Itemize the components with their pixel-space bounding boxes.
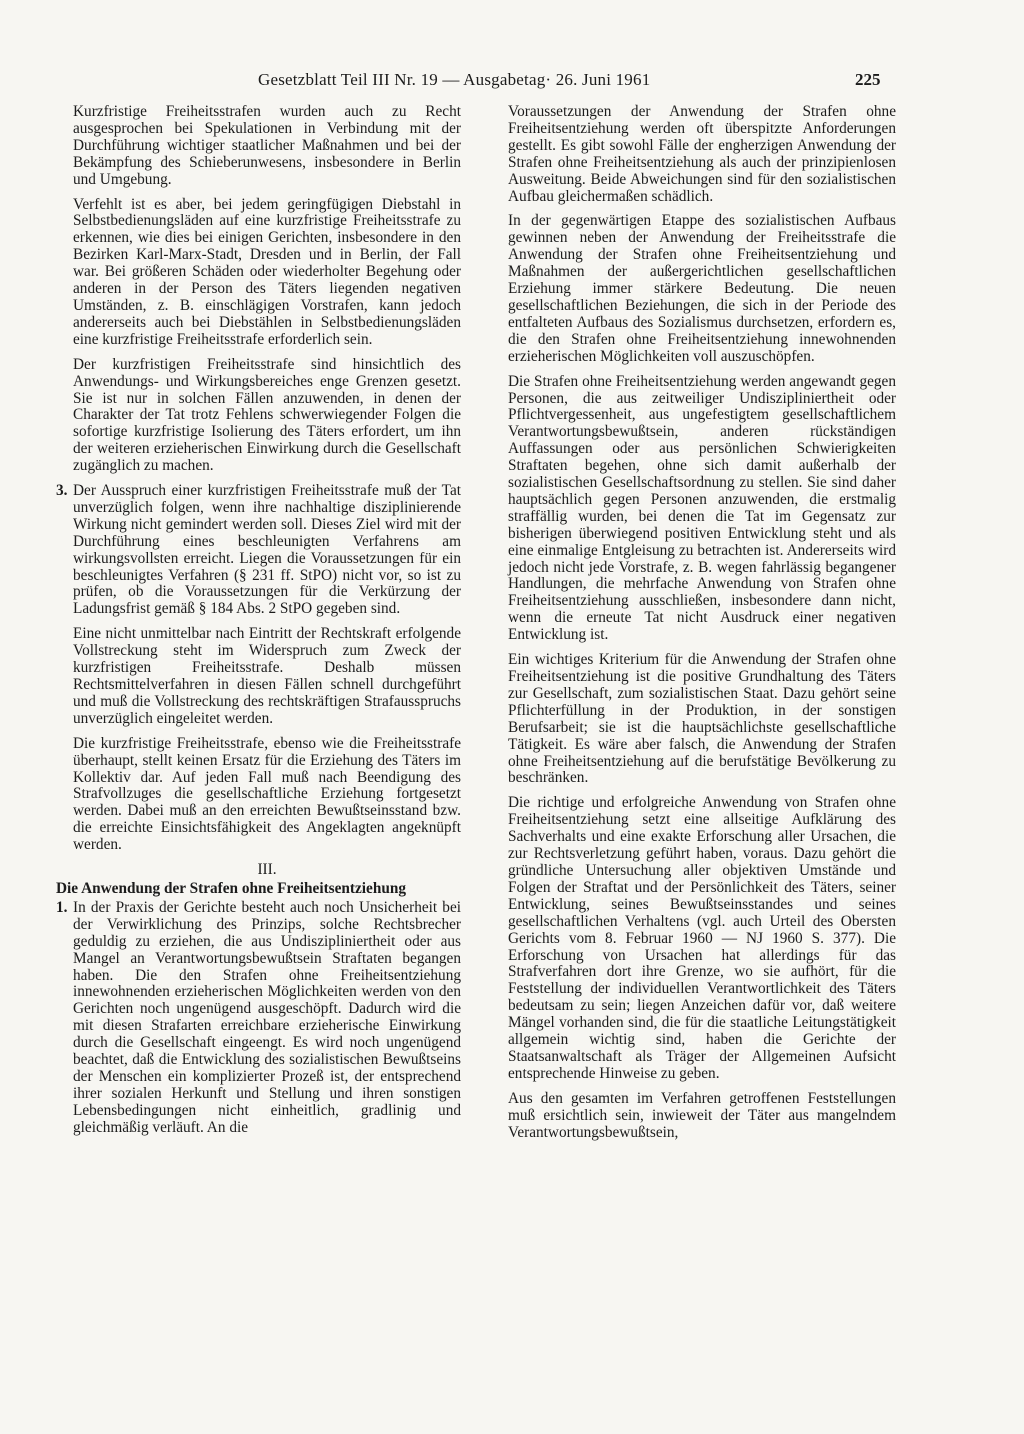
numbered-paragraph xyxy=(56,898,461,1137)
paragraph: In der Praxis der Gerichte besteht auch noch Unsicherheit bei der Verwirklichung des Prinzips, solche Rechtsbrecher geduldig zu erziehen, die aus Undiszipliniertheit oder aus Mangel an Verantwortungsbewußtsein Straftaten begangen haben. Die den Strafen ohne Freiheitsentziehung innewohnenden erzieherischen Möglichkeiten werden von den Gerichten noch ungenügend ausgeschöpft. Dadurch wird die mit diesen Strafarten erreichbare erzieherische Einwirkung durch die Gesellschaft eingeengt. Es wird noch ungenügend beachtet, daß die Entwicklung des sozialistischen Bewußtseins der Menschen ein komplizierter Prozeß ist, der entsprechend ihrer sozialen Herkunft und Stellung und ihren sonstigen Lebensbedingungen nicht einheitlich, gradlinig und gleichmäßig verläuft. An die xyxy=(73,898,461,1136)
paragraph: Voraussetzungen der Anwendung der Strafen ohne Freiheitsentziehung werden oft überspitzte Anforderungen gestellt. Es gibt sowohl Fälle der engherzigen Anwendung der Strafen ohne Freiheitsentziehung als auch der prinzipienlosen Ausweitung. Beide Abweichungen sind für den sozialistischen Aufbau gleichermaßen schädlich. xyxy=(508,103,896,205)
left-column xyxy=(56,103,461,1145)
paragraph: Die richtige und erfolgreiche Anwendung von Strafen ohne Freiheitsentziehung setzt eine allseitige Aufklärung des Sachverhalts und eine exakte Erforschung aller Ursachen, die zur Rechtsverletzung geführt haben, voraus. Dazu gehört die gründliche Untersuchung aller objektiven Umstände und Folgen der Straftat und der Persönlichkeit des Täters, seiner Entwicklung, seines Bewußtseinsstandes und seines gesellschaftlichen Verhaltens (vgl. auch Urteil des Obersten Gerichts vom 8. Februar 1960 — NJ 1960 S. 377). Die Erforschung von Ursachen hat allerdings für das Strafverfahren dort ihre Grenze, wo sie aufhört, für die Feststellung der individuellen Verantwortlichkeit des Täters bedeutsam zu sein; liegen Anzeichen dafür vor, daß weitere Mängel vorhanden sind, die für die staatliche Leitungstätigkeit allgemein wichtig sind, haben die Gerichte der Staatsanwaltschaft als Träger der Allgemeinen Aufsicht entsprechende Hinweise zu geben. xyxy=(508,794,896,1082)
paragraph: Die kurzfristige Freiheitsstrafe, ebenso wie die Freiheitsstrafe überhaupt, stellt keinen Ersatz für die Erziehung des Täters im Kollektiv dar. Auf jeden Fall muß nach Beendigung des Strafvollzuges die gesellschaftliche Erziehung fortgesetzt werden. Dabei muß an den erreichten Bewußtseinsstand bzw. die erreichte Einsichtsfähigkeit des Angeklagten angeknüpft werden. xyxy=(73,734,461,854)
numbered-paragraph xyxy=(56,482,461,618)
section-heading: Die Anwendung der Strafen ohne Freiheitsentziehung xyxy=(56,879,407,897)
page-header xyxy=(0,70,1024,98)
section-number: III. xyxy=(257,861,277,879)
paragraph-number: 3. xyxy=(56,482,68,500)
running-title: Gesetzblatt Teil III Nr. 19 — Ausgabetag· 26. Juni 1961 xyxy=(258,70,651,89)
paragraph: Verfehlt ist es aber, bei jedem geringfügigen Diebstahl in Selbstbedienungsläden auf eine kurzfristige Freiheitsstrafe zu erkennen, wie dies bei einigen Gerichten, insbesondere in den Bezirken Karl-Marx-Stadt, Dresden und in Berlin, der Fall war. Bei größeren Schäden oder wiederholter Begehung oder anderen in der Person des Täters liegenden negativen Umständen, z. B. einschlägigen Vorstrafen, kann jedoch andererseits auch bei Diebstählen in Selbstbedienungsläden eine kurzfristige Freiheitsstrafe erforderlich sein. xyxy=(73,195,461,348)
right-column xyxy=(508,104,896,1149)
paragraph: Aus den gesamten im Verfahren getroffenen Feststellungen muß ersichtlich sein, inwieweit der Täter aus mangelndem Verantwortungsbewußtsein, xyxy=(508,1089,896,1141)
paragraph: Die Strafen ohne Freiheitsentziehung werden angewandt gegen Personen, die aus zeitweiliger Undiszipliniertheit oder Pflichtvergessenheit, aus ungefestigtem gesellschaftlichem Verantwortungsbewußtsein, anderen rückständigen Auffassungen oder aus persönlichen Schwierigkeiten Straftaten begehen, ohne sich damit außerhalb der sozialistischen Gesellschaftsordnung zu stellen. Sie sind daher hauptsächlich gegen Personen anzuwenden, die erstmalig straffällig wurden, bei denen die Tat im Gegensatz zur bisherigen überwiegend positiven Entwicklung steht und als eine einmalige Entgleisung zu betrachten ist. Andererseits wird jedoch nicht jede Vorstrafe, z. B. wegen fahrlässig begangener Handlungen, die mehrfache Anwendung von Strafen ohne Freiheitsentziehung ausschließen, insbesondere dann nicht, wenn die erneute Tat nicht Ausdruck einer negativen Entwicklung ist. xyxy=(508,372,896,644)
paragraph-number: 1. xyxy=(56,898,68,916)
paragraph: Kurzfristige Freiheitsstrafen wurden auch zu Recht ausgesprochen bei Spekulationen in Verbindung mit der Durchführung wichtiger staatlicher Maßnahmen und bei der Bekämpfung des Schieberunwesens, insbesondere in Berlin und Umgebung. xyxy=(73,103,461,188)
paragraph: Der kurzfristigen Freiheitsstrafe sind hinsichtlich des Anwendungs- und Wirkungsbereiches enge Grenzen gesetzt. Sie ist nur in solchen Fällen anzuwenden, in denen der Charakter der Tat trotz Fehlens schwerwiegender Folgen die sofortige kurzfristige Isolierung des Täters erfordert, um ihn der weiteren erzieherischen Einwirkung durch die Gesellschaft zugänglich zu machen. xyxy=(73,355,461,475)
paragraph: Der Ausspruch einer kurzfristigen Freiheitsstrafe muß der Tat unverzüglich folgen, wenn ihre nachhaltige disziplinierende Wirkung nicht gemindert werden soll. Dieses Ziel wird mit der Durchführung eines beschleunigten Verfahrens am wirkungsvollsten erreicht. Liegen die Voraussetzungen für ein beschleunigtes Verfahren (§ 231 ff. StPO) nicht vor, so ist zu prüfen, ob die Voraussetzungen für die Verkürzung der Ladungsfrist gemäß § 184 Abs. 2 StPO gegeben sind. xyxy=(73,482,461,618)
page-number: 225 xyxy=(855,70,881,89)
paragraph: In der gegenwärtigen Etappe des sozialistischen Aufbaus gewinnen neben der Anwendung der Freiheitsstrafe die Anwendung der Strafen ohne Freiheitsentziehung und Maßnahmen der außergerichtlichen gesellschaftlichen Erziehung immer stärkere Bedeutung. Die neuen gesellschaftlichen Beziehungen, die sich in der Periode des entfalteten Aufbaus des Sozialismus durchsetzen, erfordern es, die den Strafen ohne Freiheitsentziehung innewohnenden erzieherischen Möglichkeiten voll auszuschöpfen. xyxy=(508,212,896,365)
paragraph: Eine nicht unmittelbar nach Eintritt der Rechtskraft erfolgende Vollstreckung steht im Widerspruch zum Zweck der kurzfristigen Freiheitsstrafe. Deshalb müssen Rechtsmittelverfahren in diesen Fällen schnell durchgeführt und muß die Vollstreckung des rechtskräftigen Strafausspruchs unverzüglich eingeleitet werden. xyxy=(73,625,461,727)
paragraph: Ein wichtiges Kriterium für die Anwendung der Strafen ohne Freiheitsentziehung ist die positive Grundhaltung des Täters zur Gesellschaft, zum sozialistischen Staat. Dazu gehört seine Pflichterfüllung in der Produktion, in der sonstigen Berufsarbeit; sie ist die hauptsächlichste gesellschaftliche Tätigkeit. Es wäre aber falsch, die Anwendung der Strafen ohne Freiheitsentziehung auf die berufstätige Bevölkerung zu beschränken. xyxy=(508,651,896,787)
